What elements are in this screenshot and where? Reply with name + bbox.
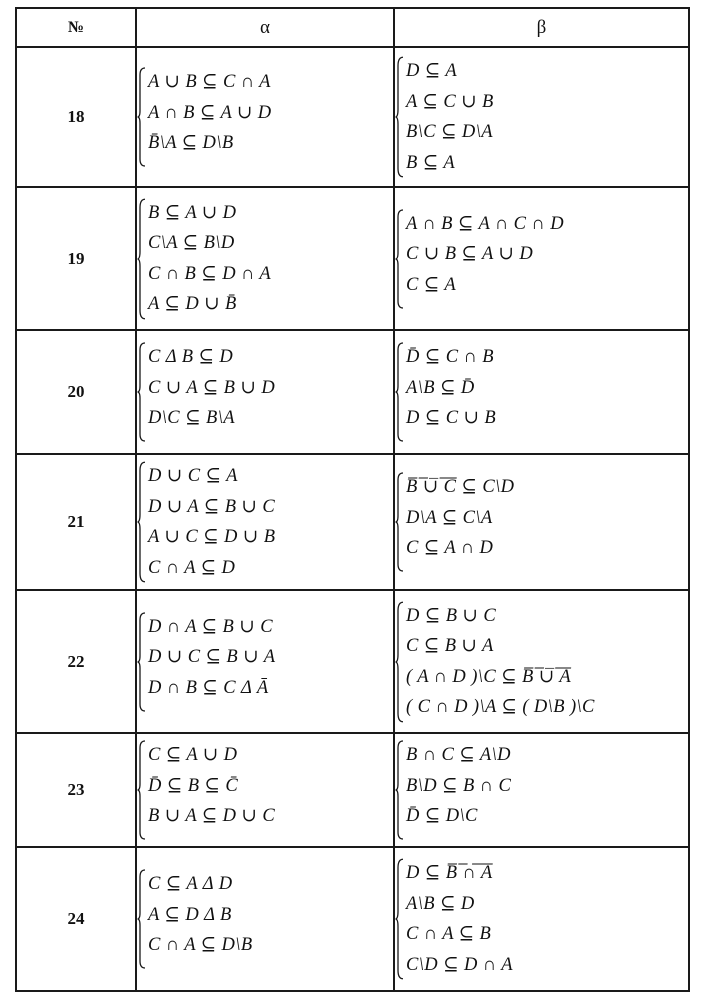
curly-brace-icon <box>395 342 404 442</box>
beta-system <box>395 601 688 723</box>
alpha-cell <box>136 187 394 330</box>
beta-relation: B\C ⊆ D\A <box>406 122 493 142</box>
beta-relation: B ∩ C ⊆ A\D <box>406 745 511 765</box>
alpha-system <box>137 342 393 442</box>
alpha-cell <box>136 47 394 187</box>
table-row <box>16 733 689 847</box>
alpha-relation: C\A ⊆ B\D <box>148 233 235 253</box>
table-row <box>16 47 689 187</box>
beta-cell <box>394 47 689 187</box>
row-number: 19 <box>16 187 136 330</box>
alpha-system <box>137 612 393 712</box>
table-row <box>16 187 689 330</box>
row-number: 21 <box>16 454 136 590</box>
alpha-system <box>137 461 393 583</box>
alpha-relation: C ∩ B ⊆ D ∩ A <box>148 263 272 284</box>
alpha-relation: C ∩ A ⊆ D <box>148 557 236 578</box>
alpha-cell <box>136 454 394 590</box>
beta-system <box>395 740 688 840</box>
header-row <box>16 8 689 47</box>
table-row <box>16 847 689 991</box>
alpha-relation: A ∪ C ⊆ D ∪ B <box>148 527 276 547</box>
beta-relation: A\B ⊆ D̄ <box>406 377 475 398</box>
set-systems-table <box>15 7 690 992</box>
beta-relation: D ⊆ B̅ ̅∩̅ ̅A̅ <box>406 863 493 883</box>
curly-brace-icon <box>395 740 404 840</box>
alpha-cell <box>136 733 394 847</box>
beta-relation: D ⊆ A <box>406 61 458 81</box>
header-beta: β <box>394 8 689 47</box>
alpha-relation: D ∩ B ⊆ C Δ Ā <box>148 677 269 698</box>
curly-brace-icon <box>137 461 146 583</box>
row-number: 22 <box>16 590 136 733</box>
alpha-relation: A ∪ B ⊆ C ∩ A <box>148 72 271 92</box>
beta-relation: D ⊆ C ∪ B <box>406 408 497 428</box>
beta-cell <box>394 847 689 991</box>
alpha-relation: B ∪ A ⊆ D ∪ C <box>148 806 276 826</box>
beta-relation: C\D ⊆ D ∩ A <box>406 954 513 975</box>
alpha-relation: D\C ⊆ B\A <box>148 408 235 428</box>
alpha-system <box>137 740 393 840</box>
alpha-relation: C ∪ A ⊆ B ∪ D <box>148 377 276 398</box>
alpha-relation: C ⊆ A Δ D <box>148 874 233 894</box>
beta-relation: B\D ⊆ B ∩ C <box>406 775 512 796</box>
beta-cell <box>394 590 689 733</box>
beta-system <box>395 858 688 980</box>
beta-relation: A\B ⊆ D <box>406 893 475 914</box>
curly-brace-icon <box>137 198 146 320</box>
beta-relation: C ∩ A ⊆ B <box>406 924 492 944</box>
alpha-relation: C ∩ A ⊆ D\B <box>148 935 253 955</box>
alpha-relation: A ⊆ D ∪ B̄ <box>148 294 237 314</box>
row-number: 18 <box>16 47 136 187</box>
beta-relation: D̄ ⊆ D\C <box>406 806 478 826</box>
beta-relation: ( C ∩ D )\A ⊆ ( D\B )\C <box>406 697 595 717</box>
beta-relation: C ⊆ B ∪ A <box>406 636 494 656</box>
alpha-system <box>137 67 393 167</box>
alpha-relation: C ⊆ A ∪ D <box>148 745 238 765</box>
beta-relation: B ⊆ A <box>406 152 456 173</box>
beta-relation: B̅ ̅∪̅ ̅C̅ ⊆ C\D <box>406 477 515 497</box>
curly-brace-icon <box>137 612 146 712</box>
curly-brace-icon <box>137 740 146 840</box>
alpha-relation: D ∪ A ⊆ B ∪ C <box>148 496 276 517</box>
beta-relation: C ⊆ A <box>406 274 457 295</box>
alpha-relation: C Δ B ⊆ D <box>148 347 234 367</box>
row-number: 23 <box>16 733 136 847</box>
beta-system <box>395 472 688 572</box>
curly-brace-icon <box>395 472 404 572</box>
row-number: 20 <box>16 330 136 454</box>
curly-brace-icon <box>137 342 146 442</box>
alpha-relation: D ∩ A ⊆ B ∪ C <box>148 616 273 637</box>
beta-cell <box>394 187 689 330</box>
curly-brace-icon <box>395 858 404 980</box>
curly-brace-icon <box>137 67 146 167</box>
header-number: № <box>16 8 136 47</box>
beta-relation: D ⊆ B ∪ C <box>406 605 497 626</box>
alpha-relation: D̄ ⊆ B ⊆ C̄ <box>148 775 239 796</box>
beta-cell <box>394 454 689 590</box>
beta-relation: D̄ ⊆ C ∩ B <box>406 347 494 367</box>
beta-relation: C ⊆ A ∩ D <box>406 538 494 558</box>
alpha-system <box>137 198 393 320</box>
header-alpha: α <box>136 8 394 47</box>
alpha-cell <box>136 847 394 991</box>
row-number: 24 <box>16 847 136 991</box>
alpha-relation: A ⊆ D Δ B <box>148 904 232 925</box>
beta-cell <box>394 733 689 847</box>
alpha-cell <box>136 330 394 454</box>
beta-relation: ( A ∩ D )\C ⊆ B̅ ̅∪̅ ̅A̅ <box>406 666 572 687</box>
beta-system <box>395 342 688 442</box>
alpha-relation: D ∪ C ⊆ B ∪ A <box>148 647 276 667</box>
curly-brace-icon <box>137 869 146 969</box>
alpha-relation: B̄\A ⊆ D\B <box>148 133 234 153</box>
beta-system <box>395 56 688 178</box>
curly-brace-icon <box>395 601 404 723</box>
alpha-relation: D ∪ C ⊆ A <box>148 466 238 486</box>
curly-brace-icon <box>395 209 404 309</box>
beta-relation: A ∩ B ⊆ A ∩ C ∩ D <box>406 213 564 234</box>
beta-relation: A ⊆ C ∪ B <box>406 91 494 112</box>
beta-cell <box>394 330 689 454</box>
table-row <box>16 454 689 590</box>
beta-relation: D\A ⊆ C\A <box>406 507 493 528</box>
alpha-relation: A ∩ B ⊆ A ∪ D <box>148 102 272 123</box>
alpha-system <box>137 869 393 969</box>
curly-brace-icon <box>395 56 404 178</box>
beta-system <box>395 209 688 309</box>
table-row <box>16 330 689 454</box>
beta-relation: C ∪ B ⊆ A ∪ D <box>406 244 534 264</box>
table-row <box>16 590 689 733</box>
alpha-relation: B ⊆ A ∪ D <box>148 202 237 223</box>
alpha-cell <box>136 590 394 733</box>
